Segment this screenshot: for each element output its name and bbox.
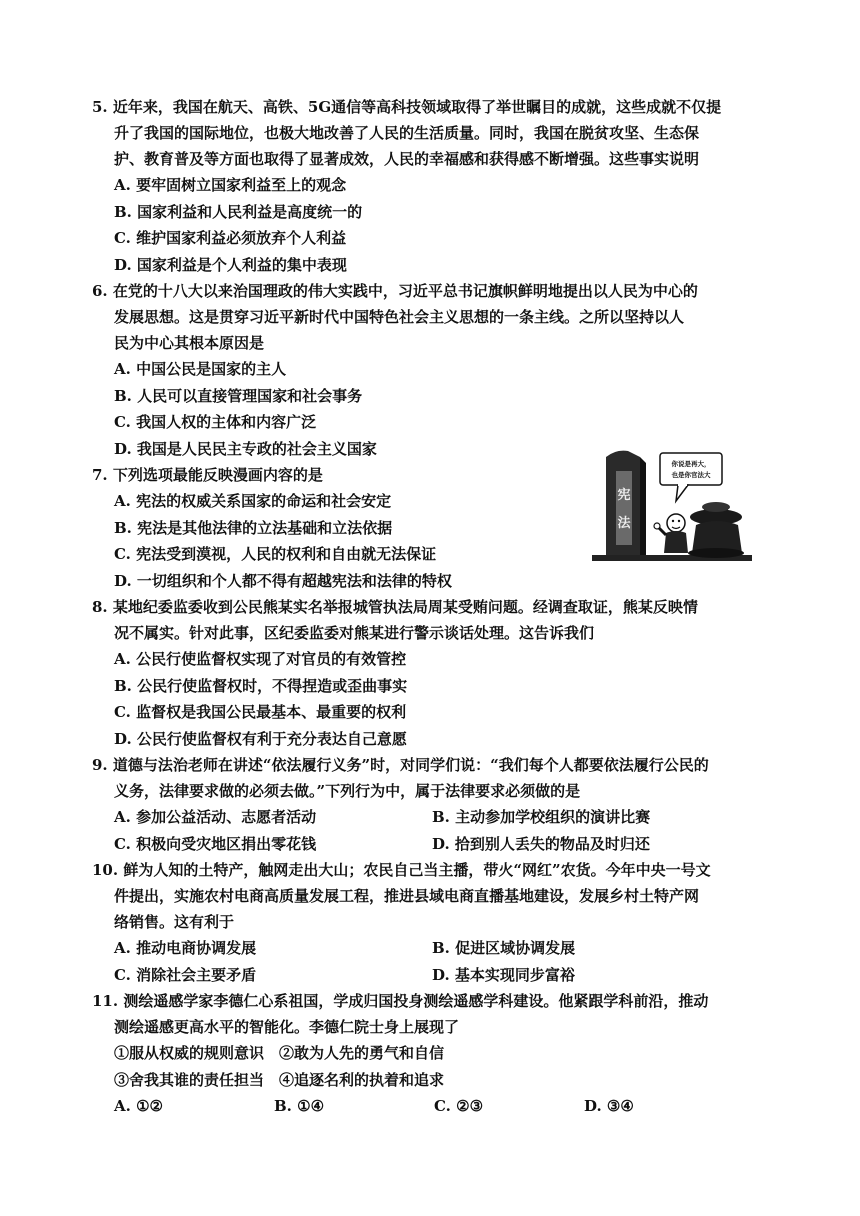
- option-c: C. 维护国家利益必须放弃个人利益: [114, 229, 347, 247]
- question-text-line: 10. 鲜为人知的土特产，触网走出大山；农民自己当主播，带火“网红”农货。今年中央一号文: [92, 861, 711, 879]
- option-a: A. 推动电商协调发展: [114, 939, 257, 957]
- bubble-text: 你说是再大，: [671, 460, 711, 468]
- option-row: [92, 1093, 782, 1120]
- option-a: A. 要牢固树立国家利益至上的观念: [114, 176, 347, 194]
- option-d: D. 国家利益是个人利益的集中表现: [114, 255, 347, 274]
- question-text-line: 7. 下列选项最能反映漫画内容的是: [92, 466, 323, 484]
- speech-bubble: [660, 453, 722, 501]
- option-c: C. 宪法受到漠视，人民的权利和自由就无法保证: [114, 545, 437, 563]
- option-d: D. 一切组织和个人都不得有超越宪法和法律的特权: [114, 571, 452, 590]
- question-text-line: 况不属实。针对此事，区纪委监委对熊某进行警示谈话处理。这告诉我们: [114, 624, 595, 642]
- stele-text: 法: [617, 516, 631, 531]
- question-list: [92, 94, 782, 1120]
- option-b: B. 人民可以直接管理国家和社会事务: [114, 386, 363, 405]
- option-a: A. 公民行使监督权实现了对官员的有效管控: [114, 650, 407, 668]
- option-c: C. 积极向受灾地区捐出零花钱: [114, 834, 317, 853]
- constitution-stele-icon: [606, 451, 646, 555]
- statement-line: ①服从权威的规则意识 ②敢为人先的勇气和自信: [114, 1044, 445, 1062]
- constitution-comic-image: [592, 447, 752, 567]
- option-b: B. 公民行使监督权时，不得捏造或歪曲事实: [114, 676, 408, 695]
- question-5: [92, 94, 782, 278]
- statement-line: ③舍我其谁的责任担当 ④追逐名利的执着和追求: [114, 1070, 445, 1089]
- option-b: B. ①④: [274, 1097, 325, 1115]
- option-b: B. 促进区域协调发展: [432, 939, 576, 957]
- question-text-line: 民为中心其根本原因是: [114, 334, 265, 352]
- question-text-line: 义务，法律要求做的必须去做。”下列行为中，属于法律要求必须做的是: [114, 782, 581, 800]
- option-b: B. 主动参加学校组织的演讲比赛: [432, 808, 651, 826]
- option-a: A. 中国公民是国家的主人: [114, 360, 287, 378]
- option-d: D. 公民行使监督权有利于充分表达自己意愿: [114, 729, 407, 748]
- option-c: C. 我国人权的主体和内容广泛: [114, 413, 317, 431]
- option-d: D. 基本实现同步富裕: [432, 965, 575, 984]
- question-text-line: 络销售。这有利于: [114, 913, 235, 931]
- option-a: A. 宪法的权威关系国家的命运和社会安定: [114, 492, 392, 510]
- stele-text: 宪: [617, 488, 631, 503]
- question-text-line: 8. 某地纪委监委收到公民熊某实名举报城管执法局周某受贿问题。经调查取证，熊某反映情: [92, 598, 698, 616]
- option-c: C. ②③: [434, 1097, 484, 1115]
- option-d: D. 拾到别人丢失的物品及时归还: [432, 834, 650, 853]
- question-text-line: 件提出，实施农村电商高质量发展工程，推进县域电商直播基地建设，发展乡村土特产网: [114, 887, 700, 905]
- question-text-line: 发展思想。这是贯穿习近平新时代中国特色社会主义思想的一条主线。之所以坚持以人: [114, 308, 685, 326]
- question-8: [92, 594, 782, 752]
- option-d: D. 我国是人民民主专政的社会主义国家: [114, 439, 377, 458]
- option-b: B. 宪法是其他法律的立法基础和立法依据: [114, 518, 393, 537]
- question-6: [92, 278, 782, 462]
- option-grid: [92, 804, 782, 857]
- question-text-line: 5. 近年来，我国在航天、高铁、5G通信等高科技领域取得了举世瞩目的成就，这些成就不仅提: [92, 98, 722, 116]
- question-text-line: 升了我国的国际地位，也极大地改善了人民的生活质量。同时，我国在脱贫攻坚、生态保: [114, 124, 700, 142]
- option-d: D. ③④: [584, 1097, 634, 1115]
- option-grid: [92, 935, 782, 988]
- question-text-line: 测绘遥感更高水平的智能化。李德仁院士身上展现了: [114, 1018, 460, 1036]
- option-a: A. ①②: [114, 1097, 163, 1115]
- question-9: [92, 752, 782, 857]
- question-text-line: 6. 在党的十八大以来治国理政的伟大实践中，习近平总书记旗帜鲜明地提出以人民为中心的: [92, 282, 698, 300]
- question-text-line: 11. 测绘遥感学家李德仁心系祖国，学成归国投身测绘遥感学科建设。他紧跟学科前沿，推动: [92, 992, 709, 1010]
- option-c: C. 消除社会主要矛盾: [114, 965, 257, 984]
- official-figure-icon: [688, 502, 744, 558]
- question-10: [92, 857, 782, 988]
- question-text-line: 9. 道德与法治老师在讲述“依法履行义务”时，对同学们说：“我们每个人都要依法履行公民的: [92, 756, 709, 774]
- option-b: B. 国家利益和人民利益是高度统一的: [114, 202, 363, 221]
- option-c: C. 监督权是我国公民最基本、最重要的权利: [114, 703, 407, 721]
- bubble-text: 也是你官法大: [671, 471, 711, 479]
- small-person-icon: [654, 514, 688, 553]
- option-a: A. 参加公益活动、志愿者活动: [114, 808, 317, 826]
- question-11: [92, 988, 782, 1120]
- question-text-line: 护、教育普及等方面也取得了显著成效，人民的幸福感和获得感不断增强。这些事实说明: [114, 150, 700, 168]
